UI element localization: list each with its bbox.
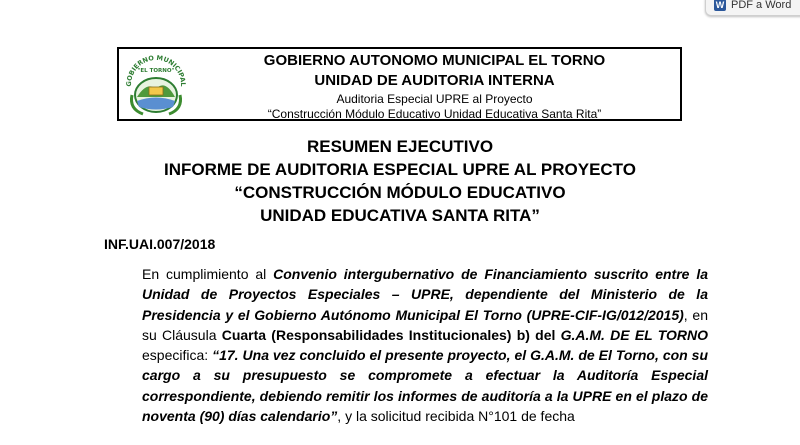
audit-subject: Auditoria Especial UPRE al Proyecto bbox=[336, 92, 533, 106]
body-seg-4: Cuarta (Responsabilidades Institucionales) b) del bbox=[221, 326, 561, 343]
viewer-top-strip bbox=[0, 0, 800, 18]
title-line-4: UNIDAD EDUCATIVA SANTA RITA” bbox=[260, 206, 540, 225]
municipal-seal-logo bbox=[123, 51, 188, 117]
body-seg-5: G.A.M. DE EL TORNO bbox=[560, 326, 709, 343]
body-seg-6: especifica: bbox=[142, 347, 213, 364]
body-seg-3: , en su Cláusula bbox=[142, 306, 708, 343]
document-header bbox=[117, 47, 682, 121]
title-line-2: INFORME DE AUDITORIA ESPECIAL UPRE AL PROYECTO bbox=[164, 160, 636, 179]
word-icon: W bbox=[715, 0, 725, 10]
body-seg-8: , y la solicitud recibida N°101 de fecha bbox=[337, 408, 575, 425]
unit-name: UNIDAD DE AUDITORIA INTERNA bbox=[314, 72, 555, 89]
header-text bbox=[189, 49, 680, 121]
body-seg-1: En cumplimiento al bbox=[142, 266, 274, 282]
title-line-1: RESUMEN EJECUTIVO bbox=[306, 137, 494, 156]
municipality-name: GOBIERNO AUTONOMO MUNICIPAL EL TORNO bbox=[263, 52, 606, 69]
body-paragraph bbox=[142, 264, 708, 426]
logo-arc-text: GOBIERNO MUNICIPAL bbox=[124, 53, 188, 87]
document-title bbox=[100, 135, 700, 227]
logo-sub-text: "EL TORNO" bbox=[137, 68, 175, 74]
body-seg-2: Convenio intergubernativo de Financiamiento suscrito entre la Unidad de Proyectos Especiales – UPRE, dependiente del Ministerio de la Presidencia y el Gobierno Autónomo Municipal El Torno (UPRE-CIF-IG/012/2015) bbox=[142, 266, 708, 323]
report-reference: INF.UAI.007/2018 bbox=[104, 236, 216, 252]
project-name: “Construcción Módulo Educativo Unidad Educativa Santa Rita” bbox=[267, 107, 602, 121]
pdf-to-word-label: PDF a Word bbox=[731, 0, 792, 11]
pdf-to-word-button[interactable] bbox=[705, 0, 800, 16]
body-seg-7: “17. Una vez concluido el presente proyecto, el G.A.M. de El Torno, con su cargo a su presupuesto se compromete a efectuar la Auditoría Especial correspondiente, debiendo remitir los informes de auditoría a la UPRE en el plazo de noventa (90) días calendario” bbox=[142, 347, 708, 425]
title-line-3: “CONSTRUCCIÓN MÓDULO EDUCATIVO bbox=[234, 183, 566, 202]
